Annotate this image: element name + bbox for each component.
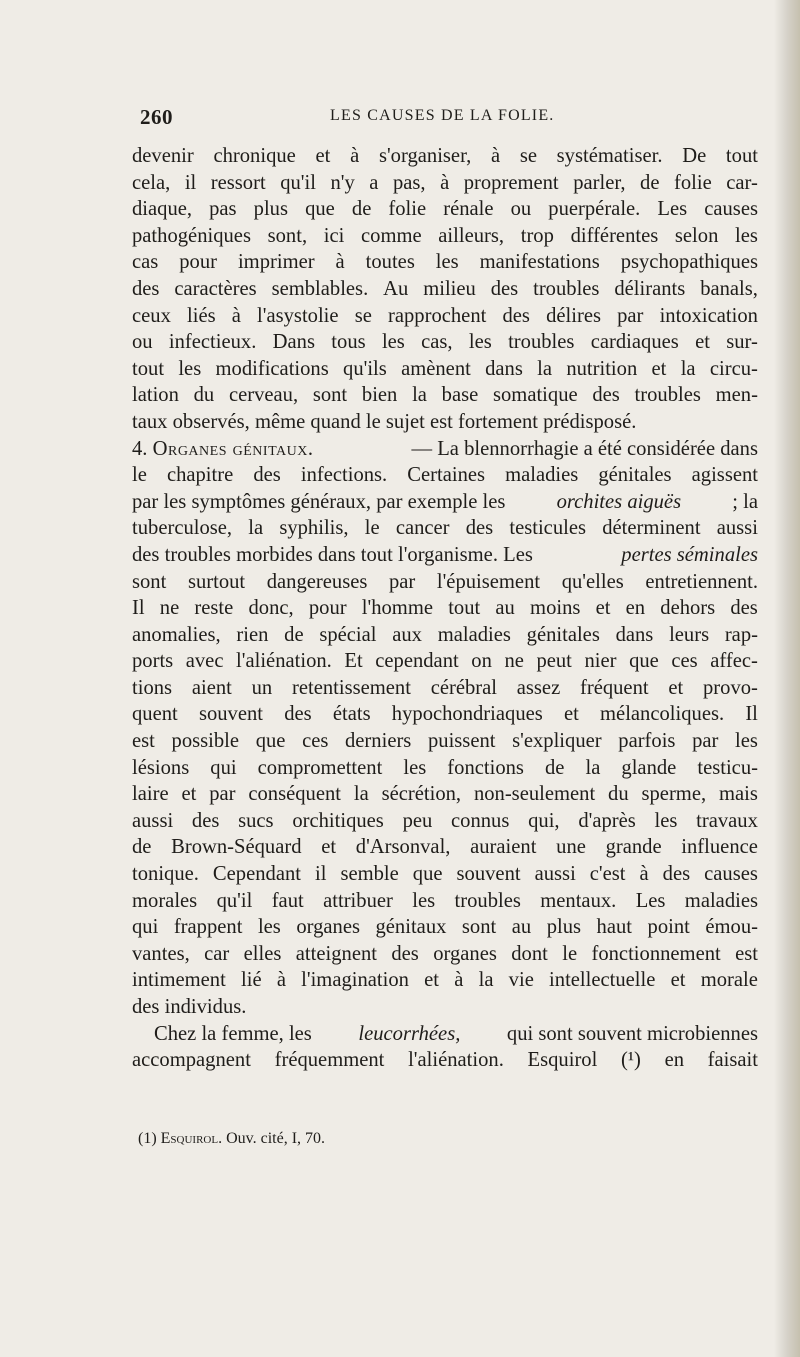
text-line: le chapitre des infections. Certaines maladies génitales agissent xyxy=(132,464,758,487)
page-number: 260 xyxy=(140,105,173,129)
text-line: lésions qui compromettent les fonctions de la glande testicu- xyxy=(132,756,758,779)
text-line: tout les modifications qu'ils amènent dans la nutrition et la circu- xyxy=(132,357,758,380)
footnote xyxy=(138,1130,325,1148)
text-line xyxy=(132,1021,758,1048)
section-organes-genitaux xyxy=(132,436,758,1021)
text-line: ceux liés à l'asystolie se rapprochent des délires par intoxication xyxy=(132,304,758,327)
text-line: qui frappent les organes génitaux sont au plus haut point émou- xyxy=(132,916,758,939)
paragraph-femme xyxy=(132,1021,758,1074)
page-edge-shadow xyxy=(774,0,800,1357)
text-line: ports avec l'aliénation. Et cependant on ne peut nier que ces affec- xyxy=(132,650,758,673)
section-heading-line xyxy=(132,436,758,463)
text-line: accompagnent fréquemment l'aliénation. Esquirol (¹) en faisait xyxy=(132,1049,758,1072)
text-line: lation du cerveau, sont bien la base somatique des troubles men- xyxy=(132,384,758,407)
italic-term-pertes: pertes séminales xyxy=(621,543,758,566)
footnote-text: Ouv. cité, I, 70. xyxy=(226,1130,326,1147)
text-line: taux observés, même quand le sujet est fortement prédisposé. xyxy=(132,410,637,433)
running-head: LES CAUSES DE LA FOLIE. xyxy=(330,107,555,124)
text-line: diaque, pas plus que de folie rénale ou puerpérale. Les causes xyxy=(132,198,758,221)
text-line: est possible que ces derniers puissent s'expliquer parfois par les xyxy=(132,730,758,753)
text-line: devenir chronique et à s'organiser, à se systématiser. De tout xyxy=(132,145,758,167)
text-fragment: Chez la femme, les xyxy=(154,1022,312,1045)
section-number: 4. xyxy=(132,437,148,460)
text-line: de Brown-Séquard et d'Arsonval, auraient une grande influence xyxy=(132,836,758,859)
text-line: anomalies, rien de spécial aux maladies génitales dans leurs rap- xyxy=(132,623,758,646)
text-line: aussi des sucs orchitiques peu connus qui, d'après les travaux xyxy=(132,809,758,832)
text-line: sont surtout dangereuses par l'épuisement qu'elles entretiennent. xyxy=(132,570,758,593)
text-line: tonique. Cependant il semble que souvent aussi c'est à des causes xyxy=(132,863,758,886)
text-line: des caractères semblables. Au milieu des troubles délirants banals, xyxy=(132,277,758,300)
text-line: Il ne reste donc, pour l'homme tout au moins et en dehors des xyxy=(132,597,758,620)
text-line: vantes, car elles atteignent des organes dont le fonctionnement est xyxy=(132,942,758,965)
page-header xyxy=(128,105,760,129)
text-fragment: qui sont souvent microbiennes xyxy=(506,1022,758,1045)
footnote-marker: (1) xyxy=(138,1130,157,1147)
text-line: quent souvent des états hypochondriaques et mélancoliques. Il xyxy=(132,703,758,726)
text-line: des individus. xyxy=(132,996,247,1018)
footnote-author: Esquirol. xyxy=(160,1130,223,1147)
text-line: pathogéniques sont, ici comme ailleurs, trop différentes selon les xyxy=(132,224,758,247)
text-line: ou infectieux. Dans tous les cas, les troubles cardiaques et sur- xyxy=(132,331,758,354)
text-line xyxy=(132,542,758,569)
section-first-line-rest: — La blennorrhagie a été considérée dans xyxy=(411,437,758,460)
text-line: intimement lié à l'imagination et à la vie intellectuelle et morale xyxy=(132,969,758,992)
paragraph-cardiac xyxy=(132,143,758,436)
text-line: cela, il ressort qu'il n'y a pas, à proprement parler, de folie car- xyxy=(132,171,758,194)
text-fragment: par les symptômes généraux, par exemple les xyxy=(132,490,506,513)
section-title: Organes génitaux. xyxy=(152,437,314,460)
text-fragment: ; la xyxy=(732,490,758,513)
italic-term-orchites: orchites aiguës xyxy=(556,490,682,513)
text-line: tions aient un retentissement cérébral assez fréquent et provo- xyxy=(132,676,758,699)
text-line xyxy=(132,489,758,516)
text-line: cas pour imprimer à toutes les manifestations psychopathiques xyxy=(132,251,758,274)
text-line: morales qu'il faut attribuer les troubles mentaux. Les maladies xyxy=(132,889,758,912)
text-line: laire et par conséquent la sécrétion, non-seulement du sperme, mais xyxy=(132,783,758,806)
text-fragment: des troubles morbides dans tout l'organisme. Les xyxy=(132,543,533,566)
body-text xyxy=(132,143,758,1074)
italic-term-leucorrhees: leucorrhées, xyxy=(358,1022,461,1045)
section-heading xyxy=(132,436,313,463)
text-line: tuberculose, la syphilis, le cancer des testicules déterminent aussi xyxy=(132,517,758,540)
